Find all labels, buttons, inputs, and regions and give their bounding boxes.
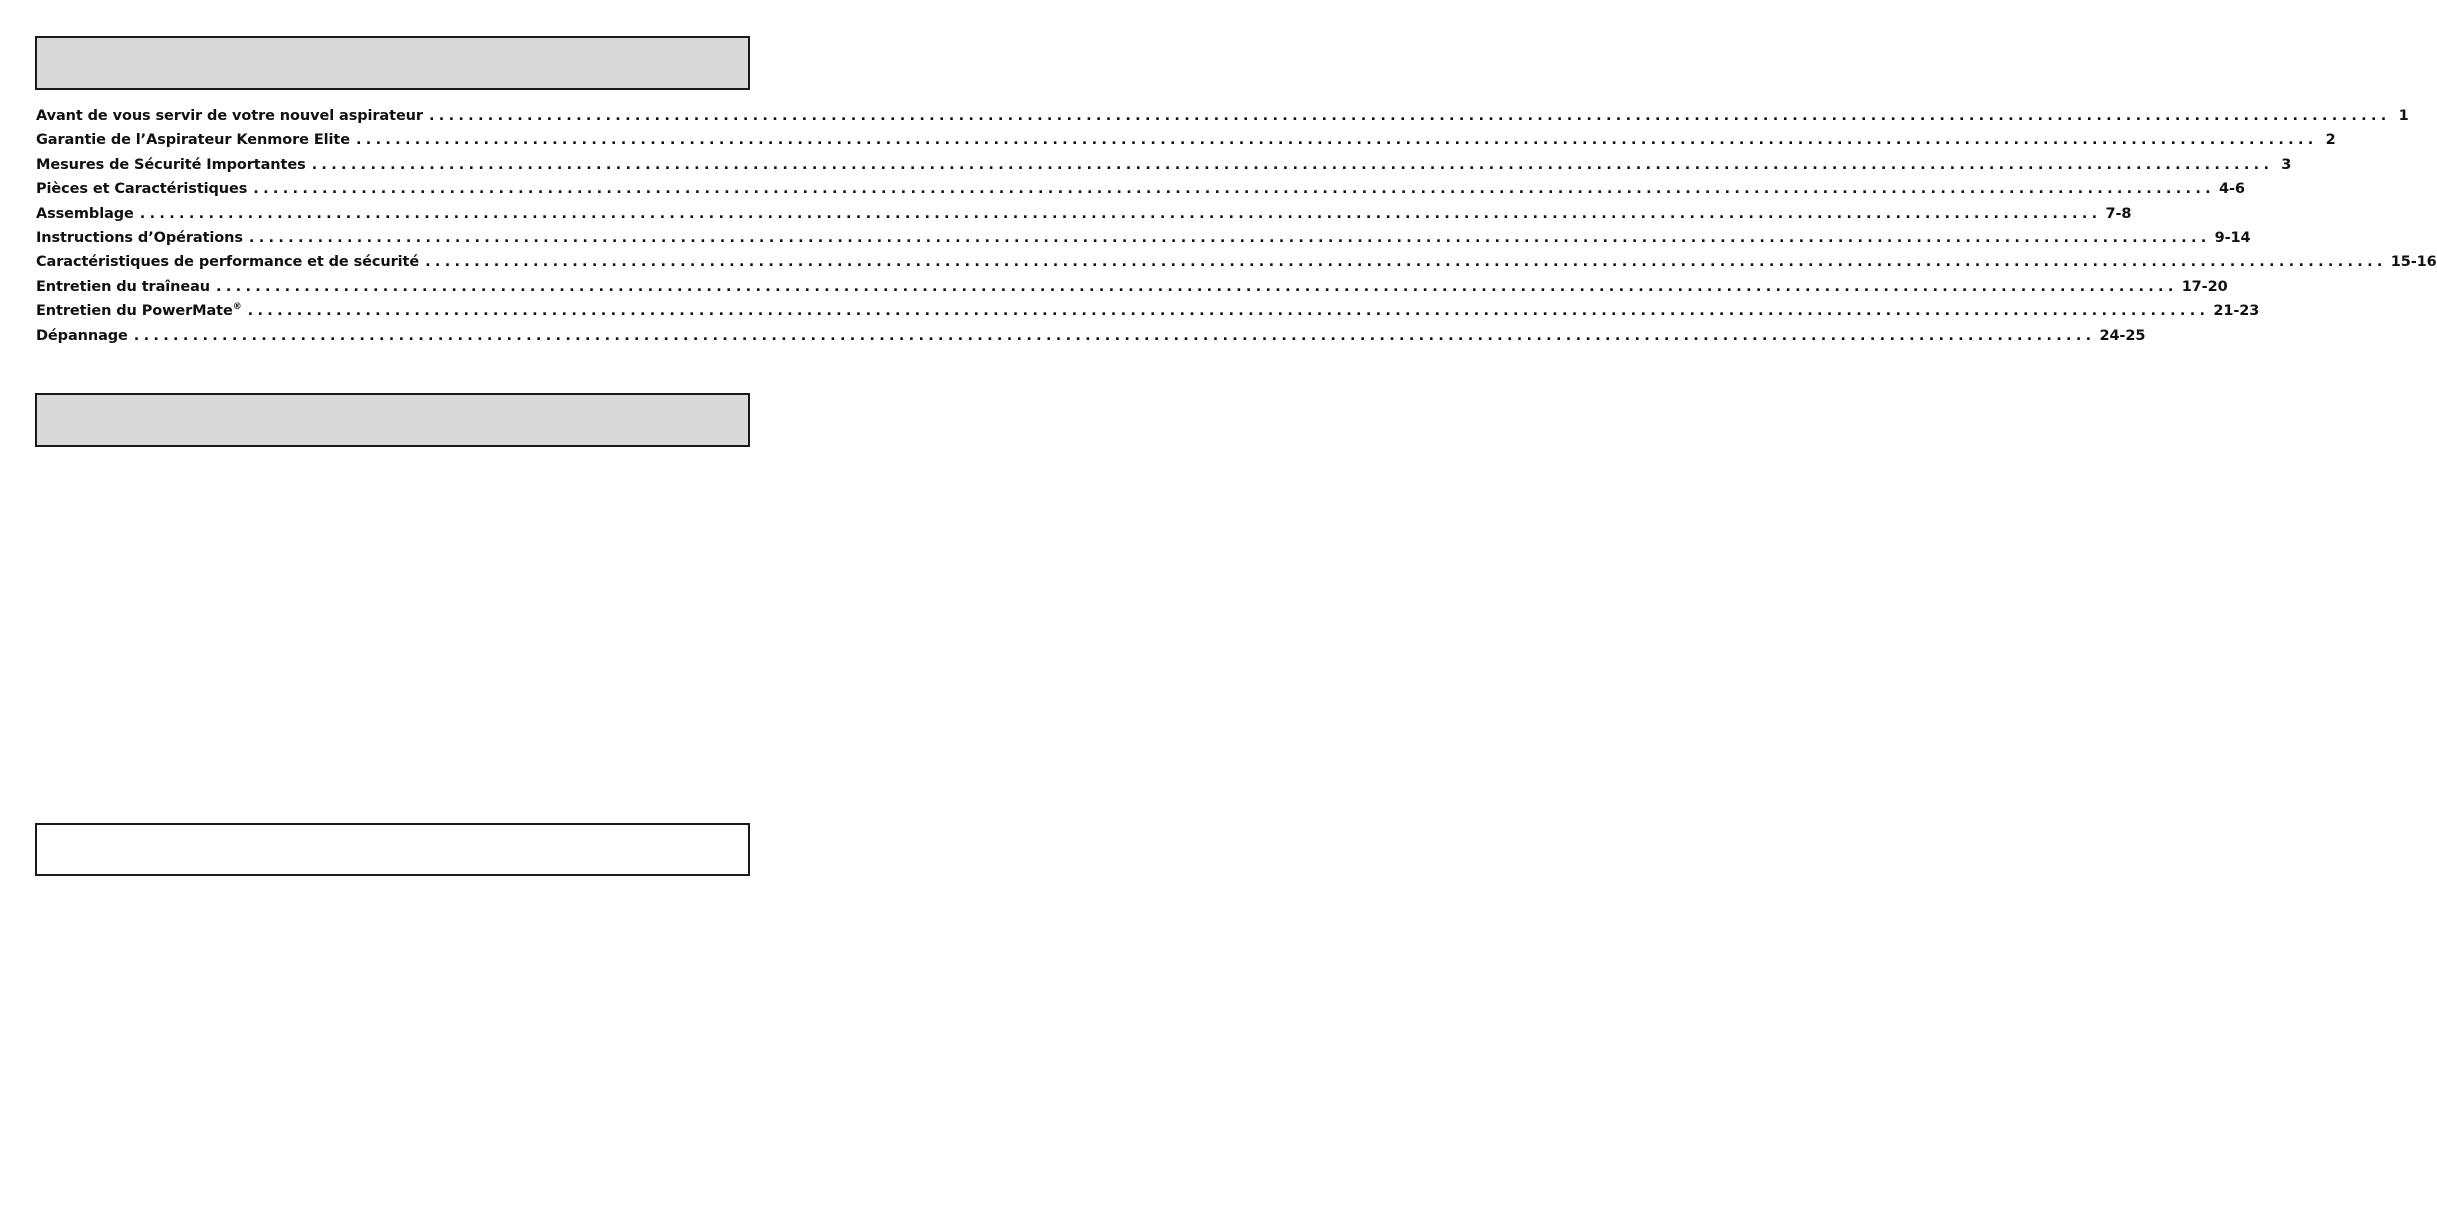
toc-entry-page: 7-8	[2105, 205, 2132, 222]
dot-leader: ........................................................................................................................................................................................................	[311, 156, 2274, 173]
dot-leader: ........................................................................................................................................................................................................	[253, 181, 2215, 198]
toc-entry[interactable]	[36, 327, 2146, 352]
toc-entry-page: 2	[2325, 132, 2336, 149]
toc-entry-label: Entretien du traîneau	[36, 278, 211, 295]
dot-leader: ........................................................................................................................................................................................................	[216, 278, 2178, 295]
toc-entry[interactable]	[36, 229, 2251, 254]
toc-entry-label: Dépannage	[36, 327, 128, 344]
dot-leader: ........................................................................................................................................................................................................	[133, 327, 2096, 344]
toc-entry-label: Pièces et Caractéristiques	[36, 181, 248, 198]
dot-leader: ........................................................................................................................................................................................................	[248, 229, 2211, 246]
section-header-box	[35, 393, 750, 447]
toc-entry[interactable]	[36, 156, 2292, 181]
toc-entry-label: Avant de vous servir de votre nouvel aspirateur	[36, 108, 423, 124]
toc-entry-page: 15-16	[2390, 254, 2437, 271]
outlined-box	[35, 823, 750, 876]
dot-leader: ........................................................................................................................................................................................................	[428, 108, 2391, 124]
toc-entry[interactable]	[36, 205, 2132, 230]
dot-leader: ........................................................................................................................................................................................................	[355, 132, 2318, 149]
toc-entry[interactable]	[36, 181, 2245, 205]
toc-entry-label	[36, 303, 242, 319]
toc-entry-page: 21-23	[2213, 303, 2260, 320]
dot-leader: ........................................................................................................................................................................................................	[139, 205, 2102, 222]
toc-header-box	[35, 36, 750, 90]
toc-entry-page: 4-6	[2218, 181, 2245, 198]
table-of-contents	[36, 108, 2437, 352]
toc-entry-label: Garantie de l’Aspirateur Kenmore Elite	[36, 132, 350, 149]
toc-entry-label-text: Entretien du PowerMate	[36, 303, 233, 320]
toc-entry[interactable]	[36, 302, 2260, 327]
toc-entry[interactable]	[36, 278, 2228, 303]
toc-entry-page: 1	[2398, 108, 2409, 124]
dot-leader: ........................................................................................................................................................................................................	[425, 254, 2387, 271]
dot-leader: ........................................................................................................................................................................................................	[247, 303, 2210, 320]
toc-entry-label: Assemblage	[36, 205, 134, 222]
toc-entry[interactable]	[36, 108, 2409, 132]
toc-entry-page: 17-20	[2181, 278, 2228, 295]
toc-entry[interactable]	[36, 254, 2437, 278]
toc-entry-page: 24-25	[2099, 327, 2146, 344]
toc-entry-label: Mesures de Sécurité Importantes	[36, 156, 306, 173]
toc-entry-label: Instructions d’Opérations	[36, 229, 243, 246]
toc-entry-page: 3	[2281, 156, 2292, 173]
toc-entry-label: Caractéristiques de performance et de sécurité	[36, 254, 420, 271]
toc-entry[interactable]	[36, 132, 2336, 156]
registered-mark: ®	[232, 302, 242, 313]
toc-entry-page: 9-14	[2214, 229, 2251, 246]
